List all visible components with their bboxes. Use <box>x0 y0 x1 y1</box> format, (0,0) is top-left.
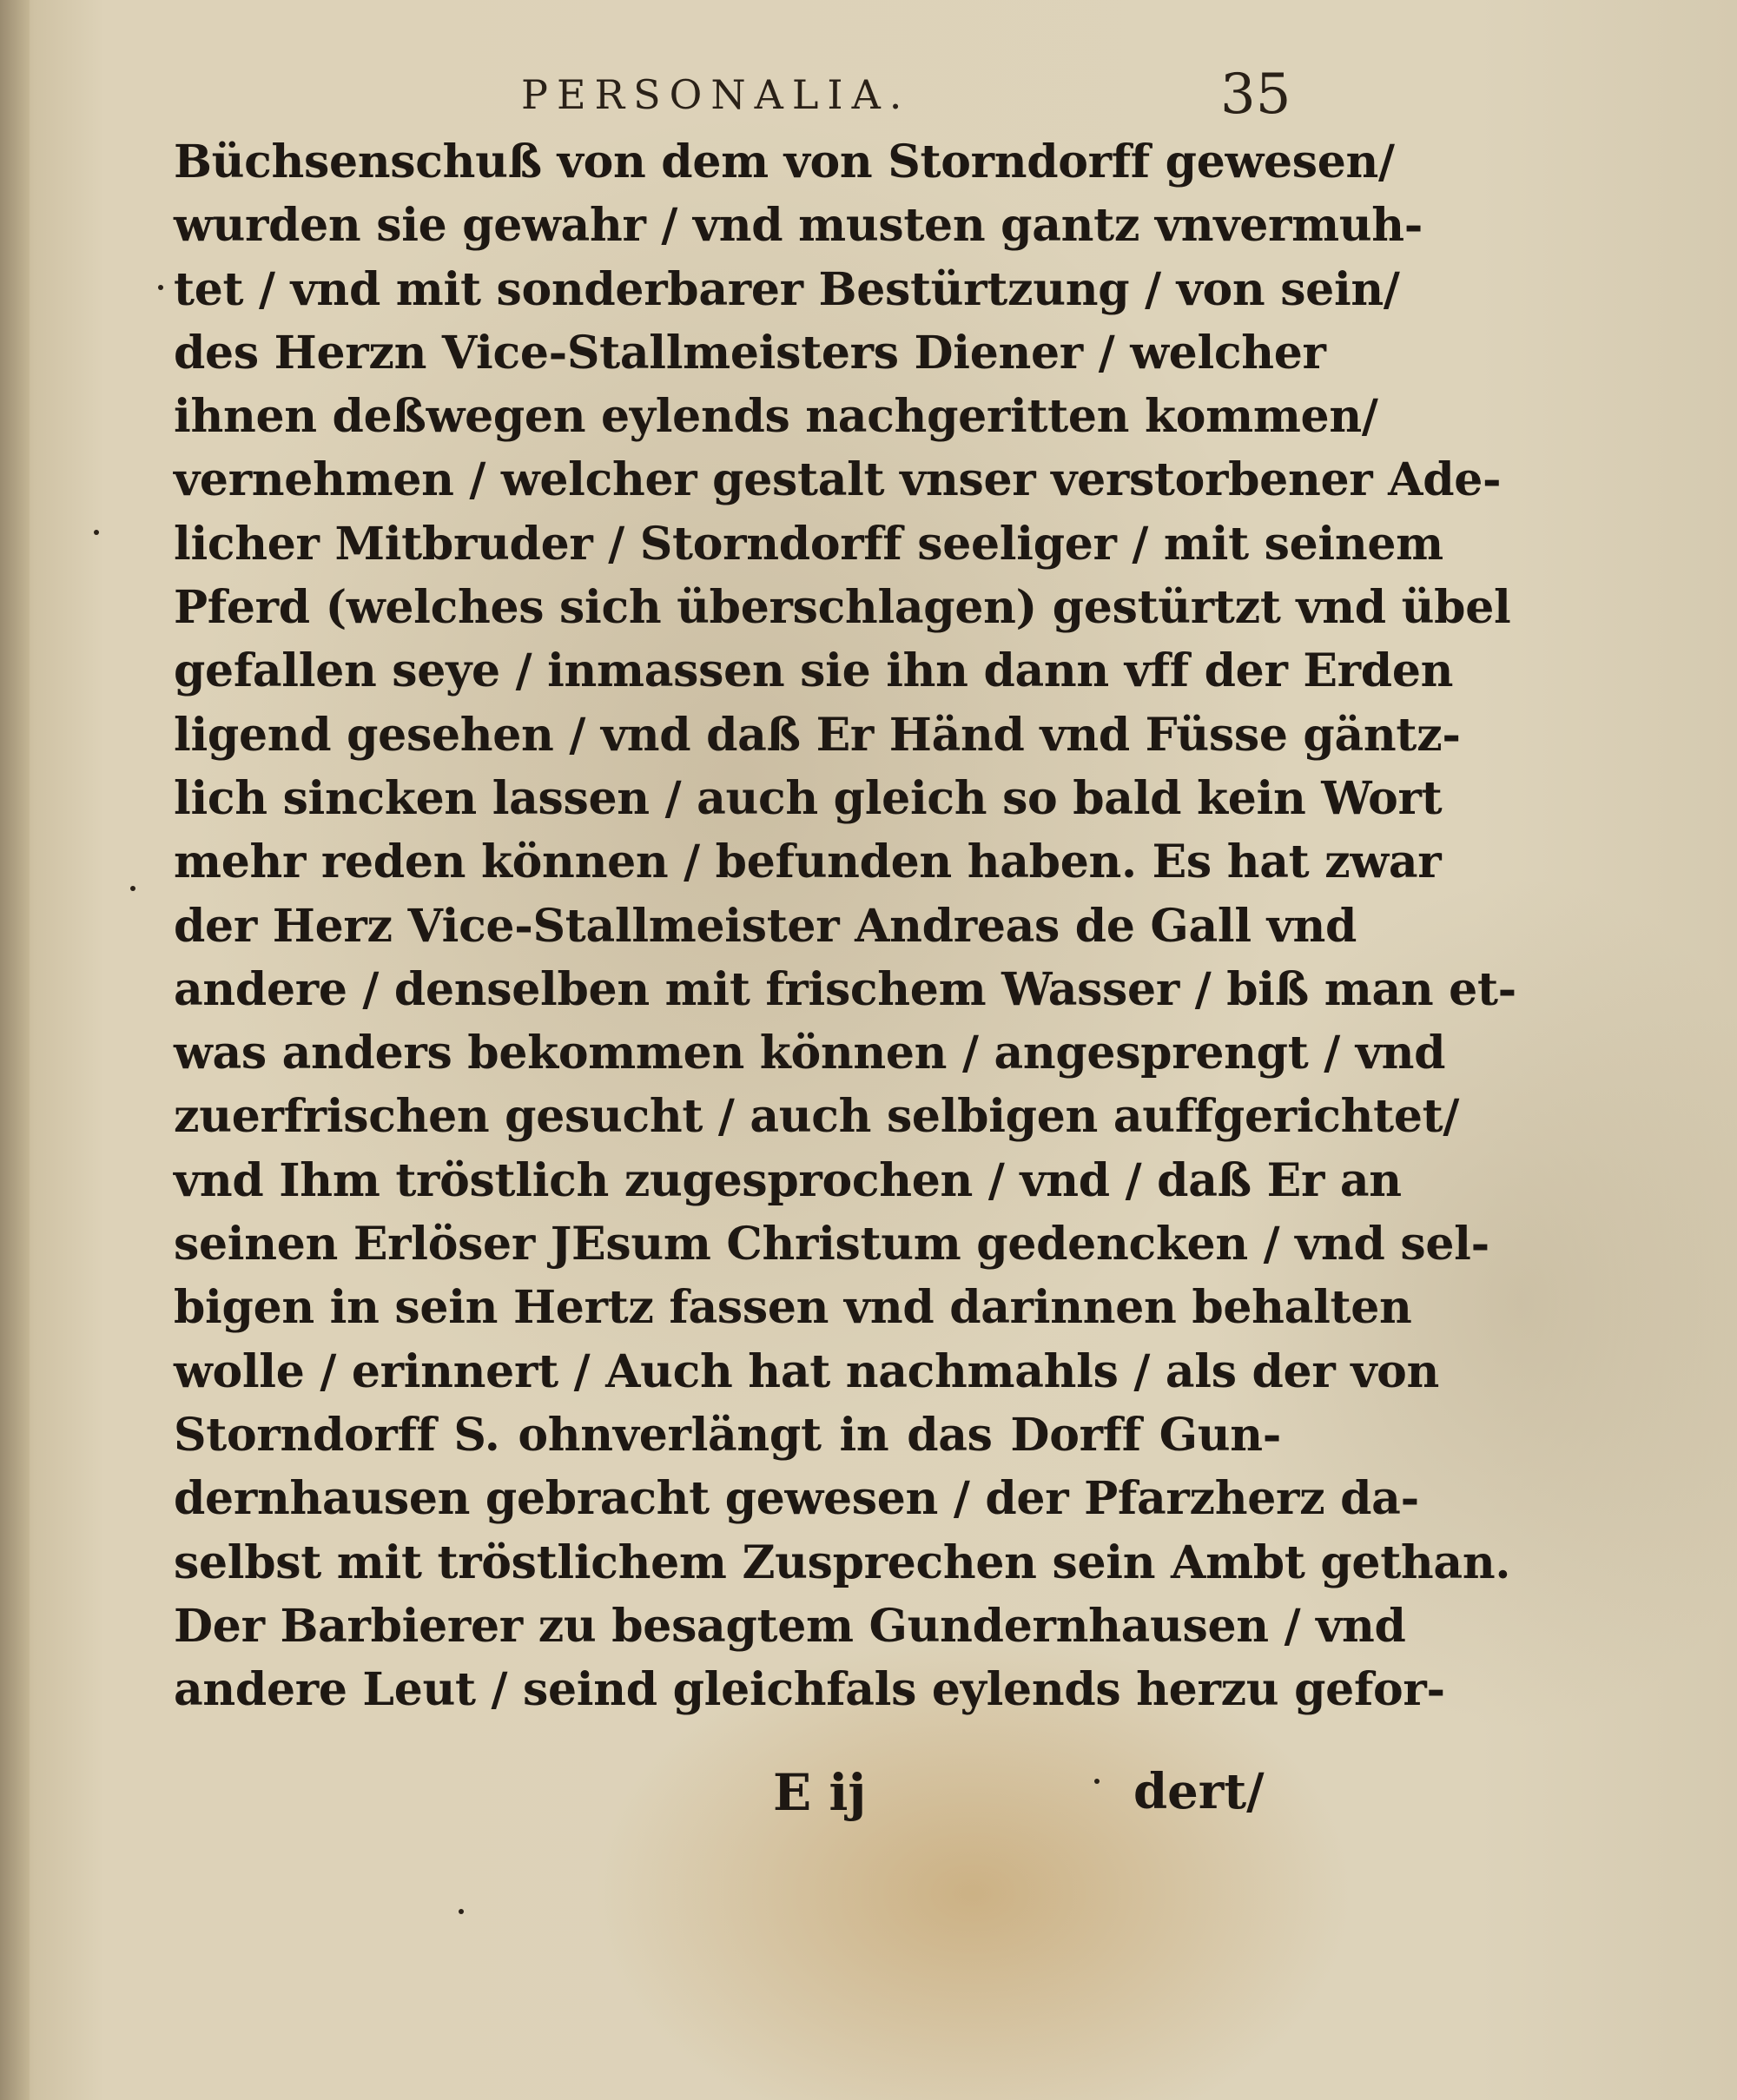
text-line: der Herz Vice-Stallmeister Andreas de Gall vnd <box>174 899 1357 953</box>
text-line: des Herzn Vice-Stallmeisters Diener / welcher <box>174 326 1326 380</box>
text-line: ligend gesehen / vnd daß Er Händ vnd Füsse gäntz- <box>174 708 1461 762</box>
text-line: andere / denselben mit frischem Wasser / biß man et- <box>174 962 1516 1016</box>
text-line: zuerfrischen gesucht / auch selbigen auffgerichtet/ <box>174 1090 1460 1144</box>
ink-speck <box>158 285 163 290</box>
catchword: dert/ <box>1133 1763 1265 1820</box>
text-line: selbst mit tröstlichem Zusprechen sein Ambt gethan. <box>174 1535 1511 1589</box>
text-line: was anders bekommen können / angesprengt / vnd <box>174 1027 1446 1080</box>
text-line: gefallen seye / inmassen sie ihn dann vff der Erden <box>174 644 1454 698</box>
signature-mark: E ij <box>773 1763 867 1822</box>
text-line: Pferd (welches sich überschlagen) gestürtzt vnd übel <box>174 581 1511 635</box>
text-line: mehr reden können / befunden haben. Es hat zwar <box>174 835 1442 889</box>
body-text <box>174 130 1516 1721</box>
text-line: ihnen deßwegen eylends nachgeritten kommen/ <box>174 390 1378 444</box>
text-line: dernhausen gebracht gewesen / der Pfarzherz da- <box>174 1472 1419 1526</box>
running-head: PERSONALIA. <box>521 71 911 118</box>
page-number: 35 <box>1220 63 1291 127</box>
ink-speck <box>1094 1779 1100 1784</box>
text-line: licher Mitbruder / Storndorff seeliger / mit seinem <box>174 517 1443 571</box>
text-line: vnd Ihm tröstlich zugesprochen / vnd / daß Er an <box>174 1153 1402 1207</box>
text-line: bigen in sein Hertz fassen vnd darinnen behalten <box>174 1281 1412 1335</box>
text-line: Storndorff S. ohnverlängt in das Dorff Gun- <box>174 1408 1281 1462</box>
text-line: wurden sie gewahr / vnd musten gantz vnvermuh- <box>174 199 1423 253</box>
text-line: andere Leut / seind gleichfals eylends herzu gefor- <box>174 1663 1445 1717</box>
book-gutter <box>0 0 30 2100</box>
text-line: wolle / erinnert / Auch hat nachmahls / als der von <box>174 1344 1440 1398</box>
text-line: seinen Erlöser JEsum Christum gedencken / vnd sel- <box>174 1218 1489 1271</box>
ink-speck <box>459 1909 464 1914</box>
text-line: tet / vnd mit sonderbarer Bestürtzung / von sein/ <box>174 262 1400 316</box>
ink-speck <box>94 530 99 535</box>
ink-speck <box>130 886 135 891</box>
text-line: Büchsenschuß von dem von Storndorff gewesen/ <box>174 135 1395 188</box>
text-line: Der Barbierer zu besagtem Gundernhausen / vnd <box>174 1599 1406 1653</box>
text-line: vernehmen / welcher gestalt vnser verstorbener Ade- <box>174 453 1502 507</box>
text-line: lich sincken lassen / auch gleich so bald kein Wort <box>174 771 1443 825</box>
